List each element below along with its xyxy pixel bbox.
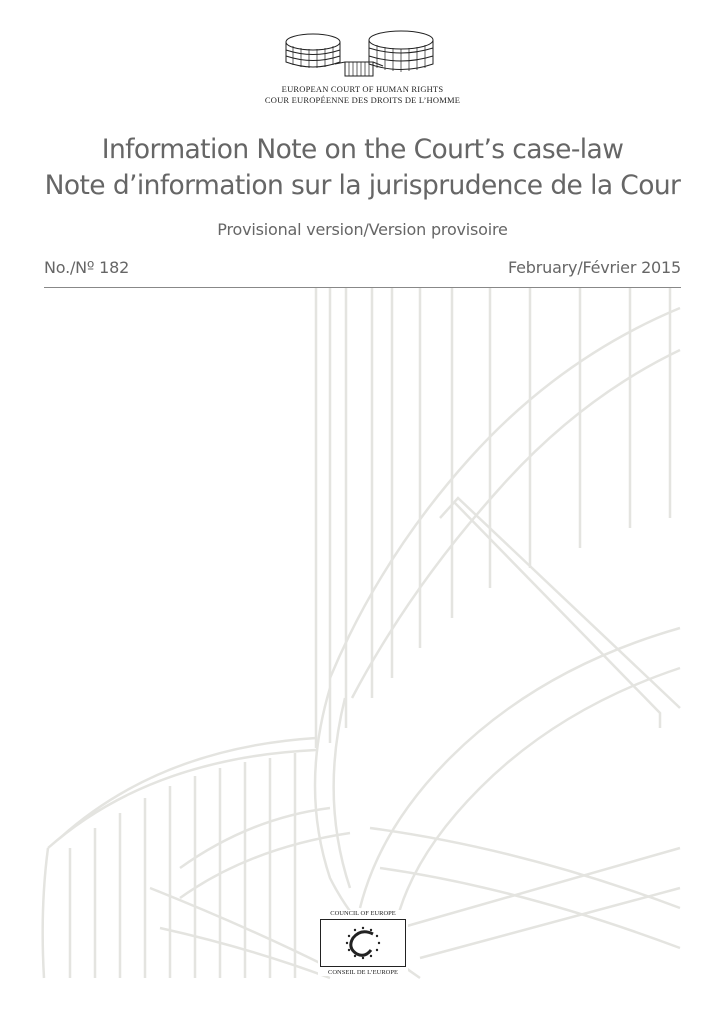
title-english: Information Note on the Court’s case-law: [101, 134, 624, 165]
issue-number: No./Nº 182: [44, 258, 130, 277]
coe-label-en: COUNCIL OF EUROPE: [330, 910, 396, 917]
court-logo: [0, 28, 725, 106]
coe-emblem-box: [320, 919, 406, 967]
court-buildings-icon: [283, 28, 443, 84]
version-subtitle: Provisional version/Version provisoire: [217, 220, 508, 239]
title-french: Note d’information sur la jurisprudence de la Cour: [44, 170, 681, 201]
council-of-europe-logo: [318, 910, 408, 976]
coe-label-fr: CONSEIL DE L’EUROPE: [328, 969, 398, 976]
court-name-fr: COUR EUROPÉENNE DES DROITS DE L’HOMME: [264, 95, 461, 105]
council-of-europe-stars-icon: [321, 920, 405, 966]
issue-date: February/Février 2015: [508, 258, 681, 277]
court-name-en: EUROPEAN COURT OF HUMAN RIGHTS: [281, 84, 444, 94]
building-architecture-illustration: [0, 288, 725, 988]
